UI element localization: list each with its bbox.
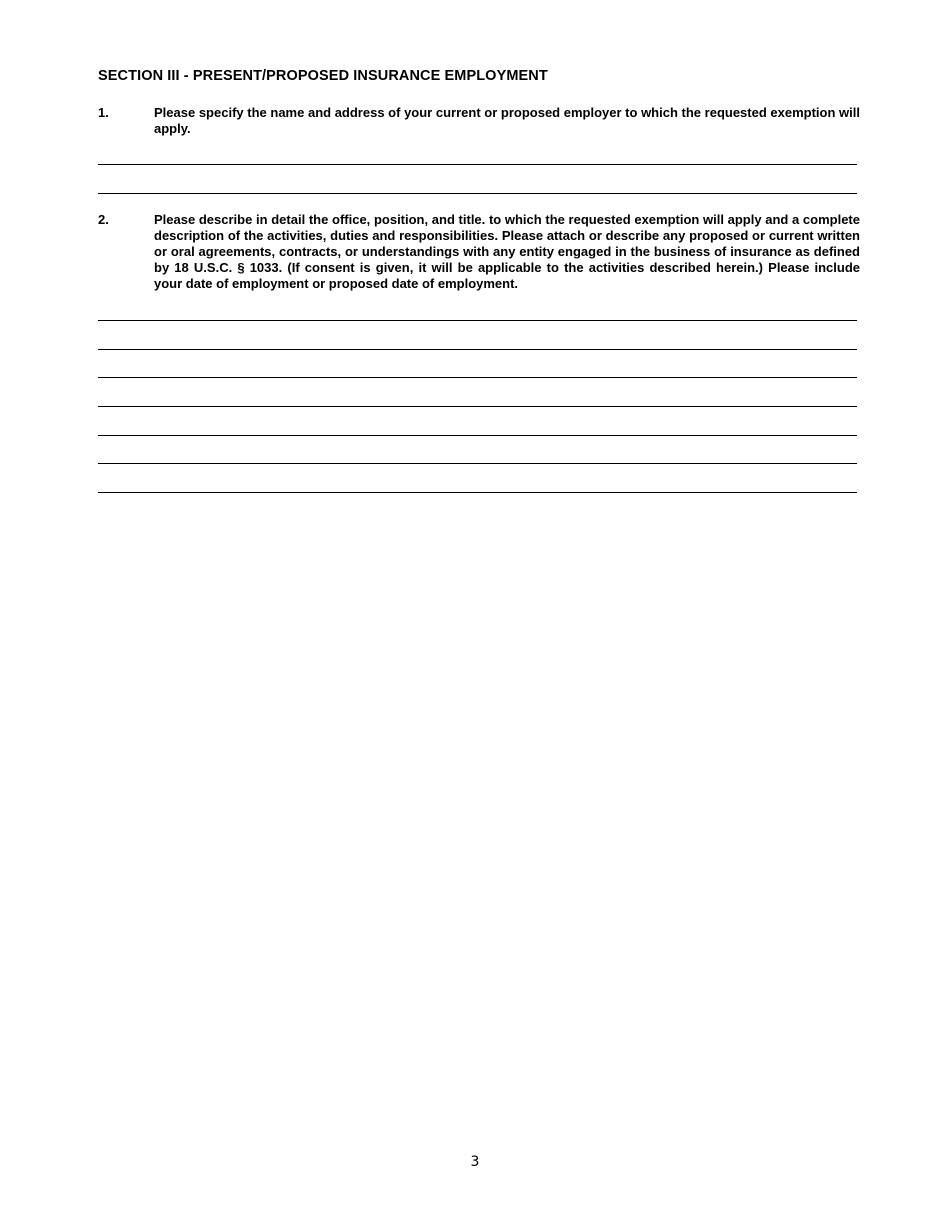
question-1 xyxy=(98,105,860,137)
question-2-answer-line-3[interactable] xyxy=(98,377,857,378)
question-1-text: Please specify the name and address of your current or proposed employer to which the requested exemption will apply. xyxy=(154,105,860,136)
question-2-answer-line-5[interactable] xyxy=(98,435,857,436)
question-2-answer-line-2[interactable] xyxy=(98,349,857,350)
question-1-answer-line-1[interactable] xyxy=(98,164,857,165)
question-2 xyxy=(98,212,860,292)
question-2-number: 2. xyxy=(98,212,109,227)
question-2-answer-line-4[interactable] xyxy=(98,406,857,407)
page-number: 3 xyxy=(470,1154,480,1170)
question-1-number: 1. xyxy=(98,105,109,120)
question-2-answer-line-6[interactable] xyxy=(98,463,857,464)
question-1-answer-line-2[interactable] xyxy=(98,193,857,194)
question-2-answer-line-7[interactable] xyxy=(98,492,857,493)
section-heading: SECTION III - PRESENT/PROPOSED INSURANCE EMPLOYMENT xyxy=(98,68,548,84)
question-2-answer-line-1[interactable] xyxy=(98,320,857,321)
question-2-text: Please describe in detail the office, position, and title. to which the requested exemption will apply and a complete description of the activities, duties and responsibilities. Please attach or describe any proposed or current written or oral agreements, contracts, or understandings with any entity engaged in the business of insurance as defined by 18 U.S.C. § 1033. (If consent is given, it will be applicable to the activities described herein.) Please include your date of employment or proposed date of employment. xyxy=(154,212,860,291)
